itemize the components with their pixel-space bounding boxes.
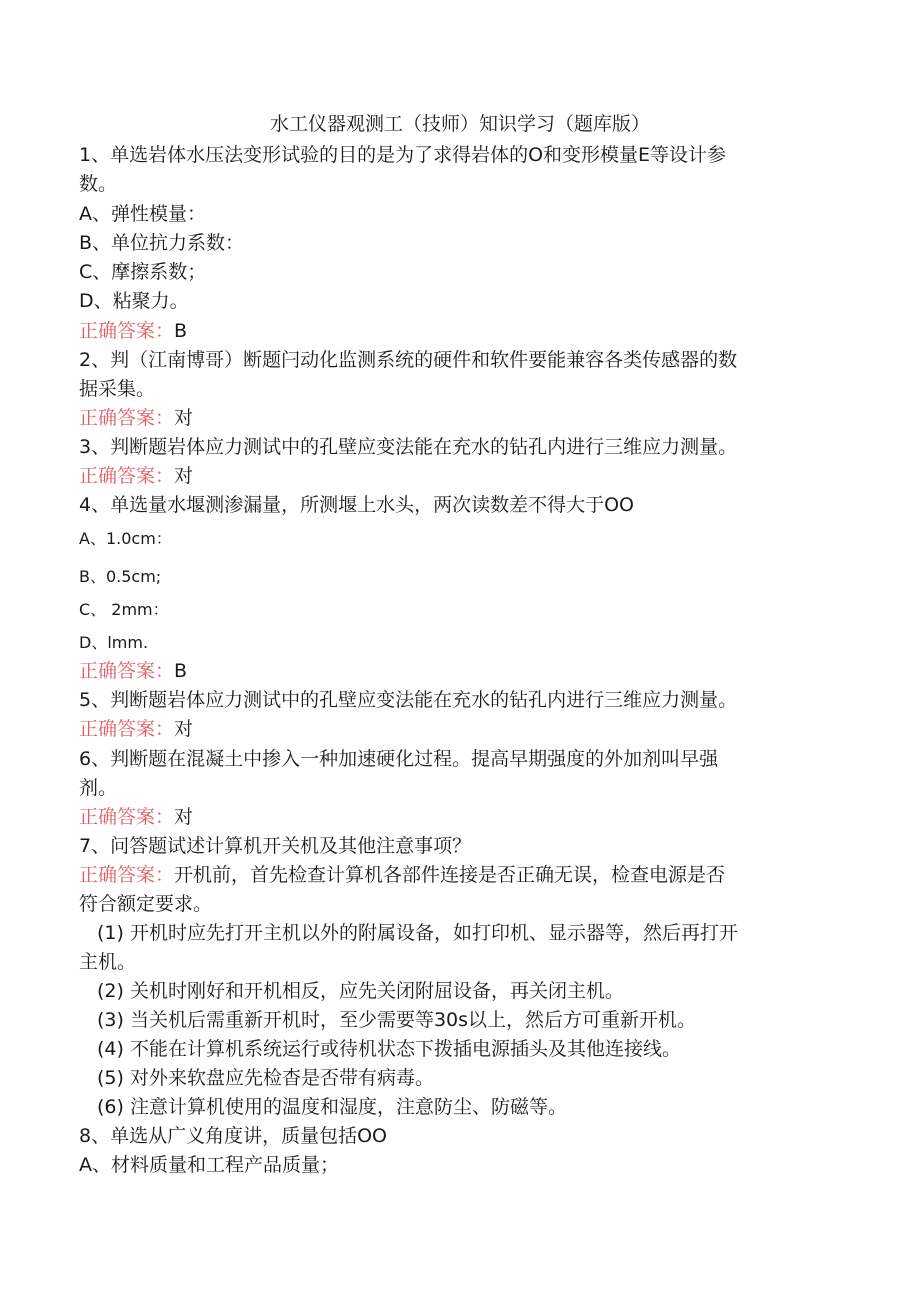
answer-line: [79, 803, 193, 832]
text-line: 2、判（江南博哥）断题闩动化监测系统的硬件和软件要能兼容各类传感器的数: [79, 349, 738, 371]
answer-value: B: [174, 660, 188, 682]
text-line: (3) 当关机后需重新开机时，至少需要等30s以上，然后方可重新开机。: [97, 1009, 697, 1031]
answer-line: [79, 861, 725, 890]
text-line: 4、单选量水堰测渗漏量，所测堰上水头，两次读数差不得大于OO: [79, 494, 635, 516]
text-line: A、材料质量和工程产品质量；: [79, 1154, 339, 1176]
answer-label: 正确答案：: [79, 320, 175, 342]
answer-label: 正确答案：: [79, 660, 175, 682]
answer-label: 正确答案：: [79, 806, 175, 828]
text-line: 主机。: [79, 951, 137, 973]
text-line: 符合额定要求。: [79, 893, 213, 915]
text-line: 8、单选从广义角度讲，质量包括OO: [79, 1125, 387, 1147]
text-line: C、摩擦系数；: [79, 261, 207, 283]
answer-label: 正确答案：: [79, 864, 175, 886]
text-line: C、 2mm：: [79, 600, 169, 619]
answer-label: 正确答案：: [79, 407, 175, 429]
answer-value: 对: [174, 806, 194, 828]
text-line: (5) 对外来软盘应先检杳是否带有病毒。: [97, 1067, 434, 1089]
answer-label: 正确答案：: [79, 718, 175, 740]
text-line: D、lmm.: [79, 633, 149, 652]
text-line: 5、判断题岩体应力测试中的孔壁应变法能在充水的钻孔内进行三维应力测量。: [79, 689, 738, 711]
answer-line: [79, 715, 193, 744]
text-line: 3、判断题岩体应力测试中的孔壁应变法能在充水的钻孔内进行三维应力测量。: [79, 436, 738, 458]
text-line: 6、判断题在混凝土中掺入一种加速硬化过程。提高早期强度的外加剂叫早强: [79, 748, 719, 770]
text-line: (2) 关机时刚好和开机相反，应先关闭附屈设备，再关闭主机。: [97, 980, 624, 1002]
text-line: A、弹性模量：: [79, 203, 206, 225]
text-line: (1) 开机时应先打开主机以外的附属设备，如打印机、显示器等，然后再打开: [97, 922, 738, 944]
document-title: 水工仪器观测工（技师）知识学习（题库版）: [269, 113, 650, 135]
answer-value: 对: [174, 718, 194, 740]
text-line: 7、问答题试述计算机开关机及其他注意事项？: [79, 835, 472, 857]
answer-line: [79, 657, 187, 686]
text-line: A、1.0cm：: [79, 529, 172, 548]
text-line: 数。: [79, 173, 118, 195]
text-line: B、单位抗力系数：: [79, 232, 245, 254]
answer-value: B: [174, 320, 188, 342]
answer-value: 对: [174, 407, 194, 429]
text-line: 1、单选岩体水压法变形试验的目的是为了求得岩体的O和变形模量E等设计参: [79, 144, 727, 166]
text-line: D、粘聚力。: [79, 290, 189, 312]
answer-label: 正确答案：: [79, 465, 175, 487]
answer-value: 开机前，首先检查计算机各部件连接是否正确无误，检查电源是否: [174, 864, 726, 886]
answer-value: 对: [174, 465, 194, 487]
text-line: (4) 不能在计算机系统运行或待机状态下拨插电源插头及其他连接线。: [97, 1038, 681, 1060]
text-line: 剂。: [79, 777, 118, 799]
answer-line: [79, 462, 193, 491]
text-line: (6) 注意计算机使用的温度和湿度，注意防尘、防磁等。: [97, 1096, 567, 1118]
answer-line: [79, 404, 193, 433]
text-line: B、0.5cm;: [79, 567, 162, 586]
answer-line: [79, 317, 187, 346]
text-line: 据采集。: [79, 378, 156, 400]
